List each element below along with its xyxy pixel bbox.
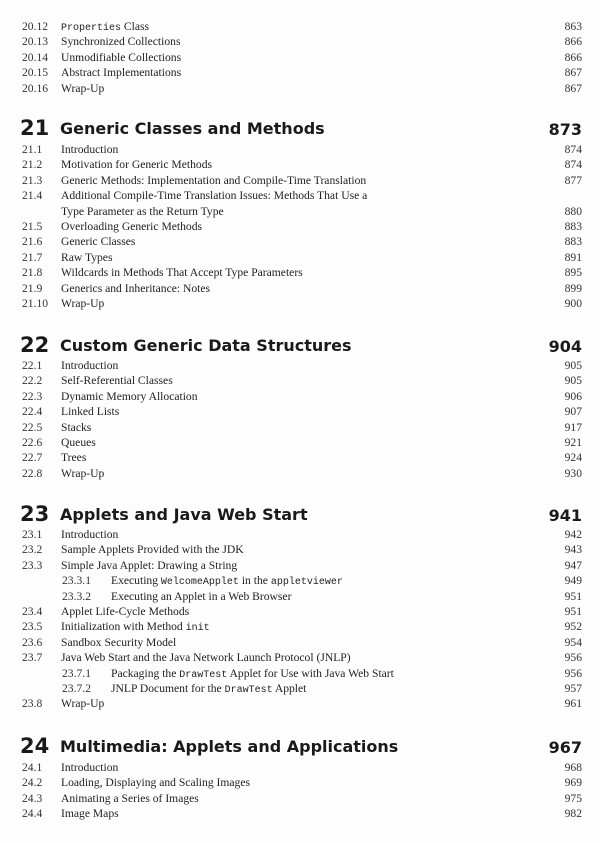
- title-text: Introduction: [61, 143, 119, 156]
- section-number: 21.10: [22, 297, 49, 310]
- toc-entry: [22, 81, 582, 96]
- section-number: 22.5: [22, 420, 43, 434]
- title-text: Self-Referential Classes: [61, 374, 173, 388]
- code-term: DrawTest: [224, 685, 273, 696]
- chapter-title: Custom Generic Data Structures: [60, 336, 352, 355]
- title-text: Introduction: [61, 528, 119, 541]
- chapter-number: 21: [20, 116, 50, 140]
- section-title: [61, 50, 181, 65]
- toc-entry: [22, 573, 582, 588]
- title-text: Applet: [272, 682, 307, 695]
- section-title: [61, 635, 176, 650]
- page-number: 863: [564, 20, 582, 33]
- toc-entry: [22, 666, 582, 681]
- toc-entry: [22, 404, 582, 419]
- page-number: 899: [564, 281, 582, 295]
- title-text: Motivation for Generic Methods: [61, 158, 213, 172]
- toc-entry: [22, 635, 582, 650]
- chapter-number: 24: [20, 734, 50, 758]
- toc-entry: [22, 527, 582, 542]
- section-title: [61, 558, 237, 573]
- section-title: [61, 760, 118, 775]
- title-text: in the: [238, 574, 271, 588]
- section-title: [61, 296, 104, 311]
- page-number: 961: [564, 697, 582, 711]
- page-number: 968: [564, 761, 582, 774]
- section-number: 21.2: [22, 158, 43, 172]
- toc-entry: [22, 760, 582, 775]
- title-text: Initialization with Method: [61, 620, 186, 634]
- section-title: [61, 265, 303, 280]
- chapter-heading: [20, 501, 582, 527]
- title-text: Trees: [61, 451, 87, 465]
- toc-entry: [22, 681, 582, 696]
- section-title: [61, 65, 181, 80]
- page-number: 951: [564, 605, 582, 618]
- page-number: 969: [564, 776, 582, 790]
- section-number: 21.5: [22, 220, 43, 233]
- page-number: 930: [564, 466, 582, 480]
- section-title: [61, 204, 224, 219]
- toc-entry: [22, 65, 582, 80]
- title-text: Wrap-Up: [61, 82, 105, 95]
- page-number: 924: [564, 451, 582, 465]
- title-text: Generic Classes: [61, 235, 136, 249]
- page-number: 880: [564, 204, 582, 218]
- title-text: Queues: [61, 436, 96, 449]
- toc-entry: [22, 373, 582, 388]
- section-number: 23.7.1: [62, 666, 91, 680]
- section-number: 21.1: [22, 143, 43, 156]
- toc-entry: [22, 142, 582, 157]
- code-term: appletviewer: [270, 577, 343, 589]
- code-term: Properties: [61, 23, 122, 34]
- chapter-page: 967: [548, 738, 582, 757]
- title-text: Stacks: [61, 420, 92, 434]
- title-text: Raw Types: [61, 250, 113, 264]
- page-number: 874: [564, 158, 582, 172]
- title-text: Introduction: [61, 359, 119, 372]
- toc-entry: [22, 558, 582, 573]
- section-title: [61, 775, 250, 790]
- section-title: [61, 157, 212, 172]
- section-number: 20.16: [22, 82, 49, 95]
- section-number: 23.7.2: [62, 682, 91, 695]
- section-number: 23.2: [22, 543, 43, 557]
- toc-entry: [22, 466, 582, 481]
- title-text: Overloading Generic Methods: [61, 220, 203, 233]
- code-term: init: [185, 623, 210, 635]
- toc-entry: [22, 204, 582, 219]
- title-text: Class: [121, 20, 150, 33]
- page-number: 906: [564, 389, 582, 403]
- title-text: Synchronized Collections: [61, 35, 181, 48]
- toc-entry: [22, 19, 582, 34]
- page-number: 951: [564, 589, 582, 603]
- page-number: 975: [564, 791, 582, 805]
- toc-entry: [22, 589, 582, 604]
- title-text: Applet for Use with Java Web Start: [227, 666, 394, 680]
- title-text: Wildcards in Methods That Accept Type Parameters: [61, 266, 303, 280]
- title-text: Image Maps: [61, 807, 119, 821]
- page-number: 943: [564, 543, 582, 557]
- section-number: 22.7: [22, 451, 43, 465]
- page-number: 877: [564, 173, 582, 187]
- section-number: 24.3: [22, 791, 43, 805]
- section-title: [61, 696, 104, 711]
- title-text: Loading, Displaying and Scaling Images: [61, 776, 251, 790]
- toc-entry: [22, 296, 582, 311]
- section-number: 24.1: [22, 761, 43, 774]
- section-title: [61, 450, 86, 465]
- title-text: Type Parameter as the Return Type: [61, 204, 224, 218]
- section-number: 20.13: [22, 35, 49, 48]
- section-title: [61, 389, 198, 404]
- page-number: 982: [564, 807, 582, 821]
- toc-entry: [22, 219, 582, 234]
- toc-entry: [22, 435, 582, 450]
- chapter-number: 22: [20, 333, 50, 357]
- section-number: 21.4: [22, 189, 43, 203]
- title-text: Animating a Series of Images: [61, 791, 199, 805]
- toc-entry: [22, 619, 582, 634]
- chapter-title: Applets and Java Web Start: [60, 505, 308, 524]
- section-number: 22.6: [22, 436, 43, 449]
- title-text: Sandbox Security Model: [61, 635, 177, 649]
- chapter-title: Generic Classes and Methods: [60, 119, 325, 138]
- toc-entry: [22, 250, 582, 265]
- title-text: Linked Lists: [61, 405, 120, 419]
- toc-entry: [22, 775, 582, 790]
- toc-entry: [22, 696, 582, 711]
- page-number: 866: [564, 51, 582, 64]
- section-number: 24.4: [22, 807, 43, 821]
- section-title: [61, 281, 210, 296]
- title-text: Wrap-Up: [61, 297, 105, 310]
- page-number: 866: [564, 35, 582, 48]
- code-term: DrawTest: [179, 669, 228, 681]
- section-number: 22.4: [22, 405, 43, 419]
- page-number: 867: [564, 66, 582, 79]
- page-number: 952: [564, 620, 582, 634]
- title-text: Wrap-Up: [61, 466, 105, 480]
- section-title: [61, 466, 104, 481]
- toc-entry: [22, 806, 582, 821]
- page-number: 883: [564, 235, 582, 249]
- title-text: Executing an Applet in a Web Browser: [111, 589, 292, 603]
- section-number: 21.7: [22, 250, 43, 264]
- chapter-heading: [20, 733, 582, 759]
- toc-entry: [22, 34, 582, 49]
- toc-entry: [22, 604, 582, 619]
- title-text: Wrap-Up: [61, 697, 105, 711]
- title-text: Packaging the: [111, 666, 180, 680]
- toc-entry: [22, 281, 582, 296]
- page-number: 895: [564, 266, 582, 280]
- page-number: 900: [564, 297, 582, 310]
- page-number: 907: [564, 405, 582, 419]
- section-title: [61, 234, 135, 249]
- section-title: [111, 589, 291, 604]
- page-number: 891: [564, 250, 582, 264]
- section-number: 20.14: [22, 51, 49, 64]
- title-text: Executing: [111, 574, 161, 588]
- toc-entry: [22, 420, 582, 435]
- page-number: 956: [564, 651, 582, 665]
- section-number: 23.5: [22, 620, 43, 634]
- section-number: 23.3.2: [62, 589, 91, 603]
- chapter-page: 873: [548, 120, 582, 139]
- section-number: 20.12: [22, 20, 49, 33]
- title-text: Sample Applets Provided with the JDK: [61, 543, 244, 557]
- section-number: 23.4: [22, 605, 43, 618]
- page-number: 954: [564, 635, 582, 649]
- title-text: Dynamic Memory Allocation: [61, 389, 198, 403]
- title-text: Unmodifiable Collections: [61, 51, 182, 64]
- chapter-heading: [20, 115, 582, 141]
- section-number: 21.3: [22, 173, 43, 187]
- title-text: Abstract Implementations: [61, 66, 182, 79]
- section-number: 22.2: [22, 374, 43, 388]
- toc-entry: [22, 173, 582, 188]
- section-title: [61, 420, 91, 435]
- section-title: [61, 358, 118, 373]
- toc-entry: [22, 50, 582, 65]
- chapter-heading: [20, 332, 582, 358]
- section-title: [61, 142, 118, 157]
- section-title: [61, 650, 351, 665]
- chapter-page: 941: [548, 506, 582, 525]
- section-number: 23.7: [22, 651, 43, 665]
- section-number: 22.3: [22, 389, 43, 403]
- section-number: 23.1: [22, 528, 43, 541]
- page-number: 942: [564, 528, 582, 541]
- chapter-title: Multimedia: Applets and Applications: [60, 737, 399, 756]
- toc-entry: [22, 265, 582, 280]
- toc-entry: [22, 450, 582, 465]
- section-number: 22.8: [22, 466, 43, 480]
- title-text: Generic Methods: Implementation and Compile-Time Translation: [61, 173, 367, 187]
- section-number: 23.3.1: [62, 574, 91, 588]
- page-number: 883: [564, 220, 582, 233]
- section-title: [61, 81, 104, 96]
- section-number: 21.8: [22, 266, 43, 280]
- chapter-number: 23: [20, 502, 50, 526]
- section-title: [61, 604, 189, 619]
- section-title: [61, 542, 244, 557]
- page-number: 867: [564, 82, 582, 95]
- section-title: [61, 435, 96, 450]
- section-title: [61, 527, 118, 542]
- section-title: [61, 219, 202, 234]
- toc-entry: [22, 234, 582, 249]
- section-number: 21.9: [22, 281, 43, 295]
- section-number: 21.6: [22, 235, 43, 249]
- section-title: [61, 404, 119, 419]
- page-number: 947: [564, 558, 582, 572]
- page-number: 956: [564, 666, 582, 680]
- toc-entry: [22, 188, 582, 203]
- section-title: [61, 188, 367, 203]
- page-number: 921: [564, 436, 582, 449]
- section-number: 23.3: [22, 558, 43, 572]
- toc-entry: [22, 791, 582, 806]
- code-term: WelcomeApplet: [160, 577, 239, 589]
- page-number: 957: [564, 682, 582, 695]
- section-title: [61, 791, 199, 806]
- page-number: 917: [564, 420, 582, 434]
- toc-entry: [22, 389, 582, 404]
- section-number: 24.2: [22, 776, 43, 790]
- section-title: [61, 250, 112, 265]
- section-number: 23.6: [22, 635, 43, 649]
- page-number: 874: [564, 143, 582, 156]
- title-text: Additional Compile-Time Translation Issues: Methods That Use a: [61, 189, 368, 203]
- title-text: Generics and Inheritance: Notes: [61, 281, 211, 295]
- title-text: Simple Java Applet: Drawing a String: [61, 558, 238, 572]
- toc-entry: [22, 542, 582, 557]
- title-text: Java Web Start and the Java Network Launch Protocol (JNLP): [61, 651, 351, 665]
- section-title: [61, 173, 366, 188]
- toc-entry: [22, 157, 582, 172]
- section-title: [61, 806, 119, 821]
- title-text: JNLP Document for the: [111, 682, 225, 695]
- toc-entry: [22, 358, 582, 373]
- page-number: 949: [564, 574, 582, 588]
- chapter-page: 904: [548, 337, 582, 356]
- section-number: 23.8: [22, 697, 43, 711]
- section-number: 22.1: [22, 359, 43, 372]
- section-title: [61, 34, 180, 49]
- section-title: [61, 373, 173, 388]
- page-number: 905: [564, 359, 582, 372]
- title-text: Applet Life-Cycle Methods: [61, 605, 190, 618]
- toc-entry: [22, 650, 582, 665]
- section-number: 20.15: [22, 66, 49, 79]
- title-text: Introduction: [61, 761, 119, 774]
- page-number: 905: [564, 374, 582, 388]
